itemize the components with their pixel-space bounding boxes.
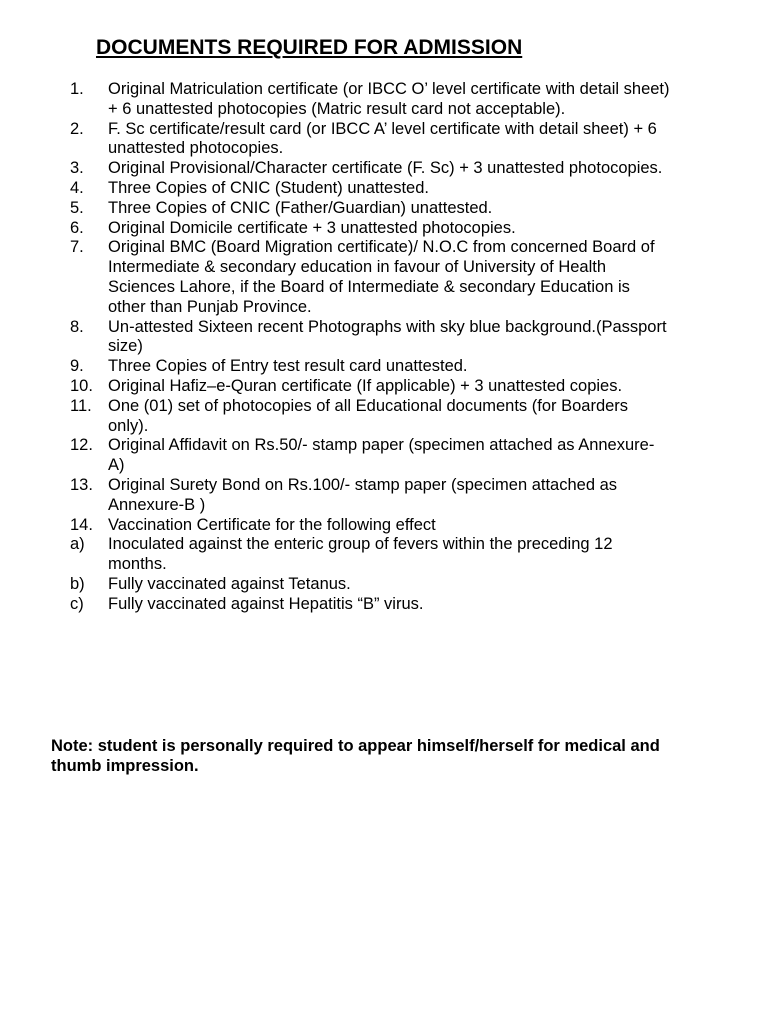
item-text: Three Copies of CNIC (Father/Guardian) unattested. bbox=[108, 198, 493, 217]
item-text: Fully vaccinated against Hepatitis “B” virus. bbox=[108, 594, 424, 613]
item-number: 10. bbox=[70, 376, 93, 395]
item-number: 4. bbox=[70, 178, 84, 197]
list-item bbox=[70, 595, 670, 615]
item-text: One (01) set of photocopies of all Educational documents (for Boarders only). bbox=[108, 396, 629, 435]
list-item bbox=[70, 80, 670, 120]
item-text: Inoculated against the enteric group of fevers within the preceding 12 months. bbox=[108, 535, 613, 574]
item-number: 11. bbox=[70, 396, 92, 415]
list-item bbox=[70, 159, 670, 179]
item-number: 9. bbox=[70, 357, 84, 376]
item-text: Original Matriculation certificate (or IBCC O’ level certificate with detail sheet) + 6 unattested photocopies (Matric result card not acceptable). bbox=[108, 80, 670, 118]
item-number: 12. bbox=[70, 436, 93, 455]
list-item bbox=[70, 238, 670, 317]
item-text: Original BMC (Board Migration certificate)/ N.O.C from concerned Board of Intermediate & secondary education in favour of University of Health Sciences Lahore, if the Board of Intermediate & secondary Education is other than Punjab Province. bbox=[108, 238, 655, 316]
item-text: F. Sc certificate/result card (or IBCC A’ level certificate with detail sheet) + 6 unattested photocopies. bbox=[108, 119, 657, 158]
item-number: 1. bbox=[70, 80, 84, 98]
list-item bbox=[70, 357, 670, 377]
list-item bbox=[70, 179, 670, 199]
list-item bbox=[70, 436, 670, 476]
item-number: 6. bbox=[70, 218, 84, 237]
document-title: DOCUMENTS REQUIRED FOR ADMISSION bbox=[96, 36, 523, 59]
list-item bbox=[70, 476, 670, 516]
list-item bbox=[70, 120, 670, 160]
list-item bbox=[70, 535, 670, 575]
item-text: Original Affidavit on Rs.50/- stamp paper (specimen attached as Annexure-A) bbox=[108, 436, 655, 475]
item-text: Original Hafiz–e-Quran certificate (If applicable) + 3 unattested copies. bbox=[108, 376, 623, 395]
list-item bbox=[70, 219, 670, 239]
list-item bbox=[70, 397, 670, 437]
medical-note: Note: student is personally required to appear himself/herself for medical and thumb impression. bbox=[51, 737, 660, 775]
item-number: a) bbox=[70, 535, 85, 554]
item-text: Un-attested Sixteen recent Photographs with sky blue background.(Passport size) bbox=[108, 317, 667, 356]
item-number: b) bbox=[70, 574, 85, 593]
item-number: c) bbox=[70, 594, 84, 613]
item-number: 8. bbox=[70, 317, 84, 336]
item-text: Three Copies of Entry test result card unattested. bbox=[108, 357, 468, 376]
list-item bbox=[70, 516, 670, 536]
item-text: Original Domicile certificate + 3 unattested photocopies. bbox=[108, 218, 516, 237]
item-text: Original Provisional/Character certificate (F. Sc) + 3 unattested photocopies. bbox=[108, 159, 663, 178]
item-number: 13. bbox=[70, 475, 93, 494]
list-item bbox=[70, 199, 670, 219]
item-text: Vaccination Certificate for the following effect bbox=[108, 515, 436, 534]
item-number: 3. bbox=[70, 159, 84, 178]
item-text: Fully vaccinated against Tetanus. bbox=[108, 574, 351, 593]
item-number: 2. bbox=[70, 119, 84, 138]
item-number: 14. bbox=[70, 515, 93, 534]
list-item bbox=[70, 318, 670, 358]
required-documents-list bbox=[70, 80, 670, 615]
list-item bbox=[70, 377, 670, 397]
item-text: Original Surety Bond on Rs.100/- stamp paper (specimen attached as Annexure-B ) bbox=[108, 475, 618, 514]
item-number: 7. bbox=[70, 238, 84, 257]
list-item bbox=[70, 575, 670, 595]
item-text: Three Copies of CNIC (Student) unattested. bbox=[108, 178, 429, 197]
item-number: 5. bbox=[70, 198, 84, 217]
